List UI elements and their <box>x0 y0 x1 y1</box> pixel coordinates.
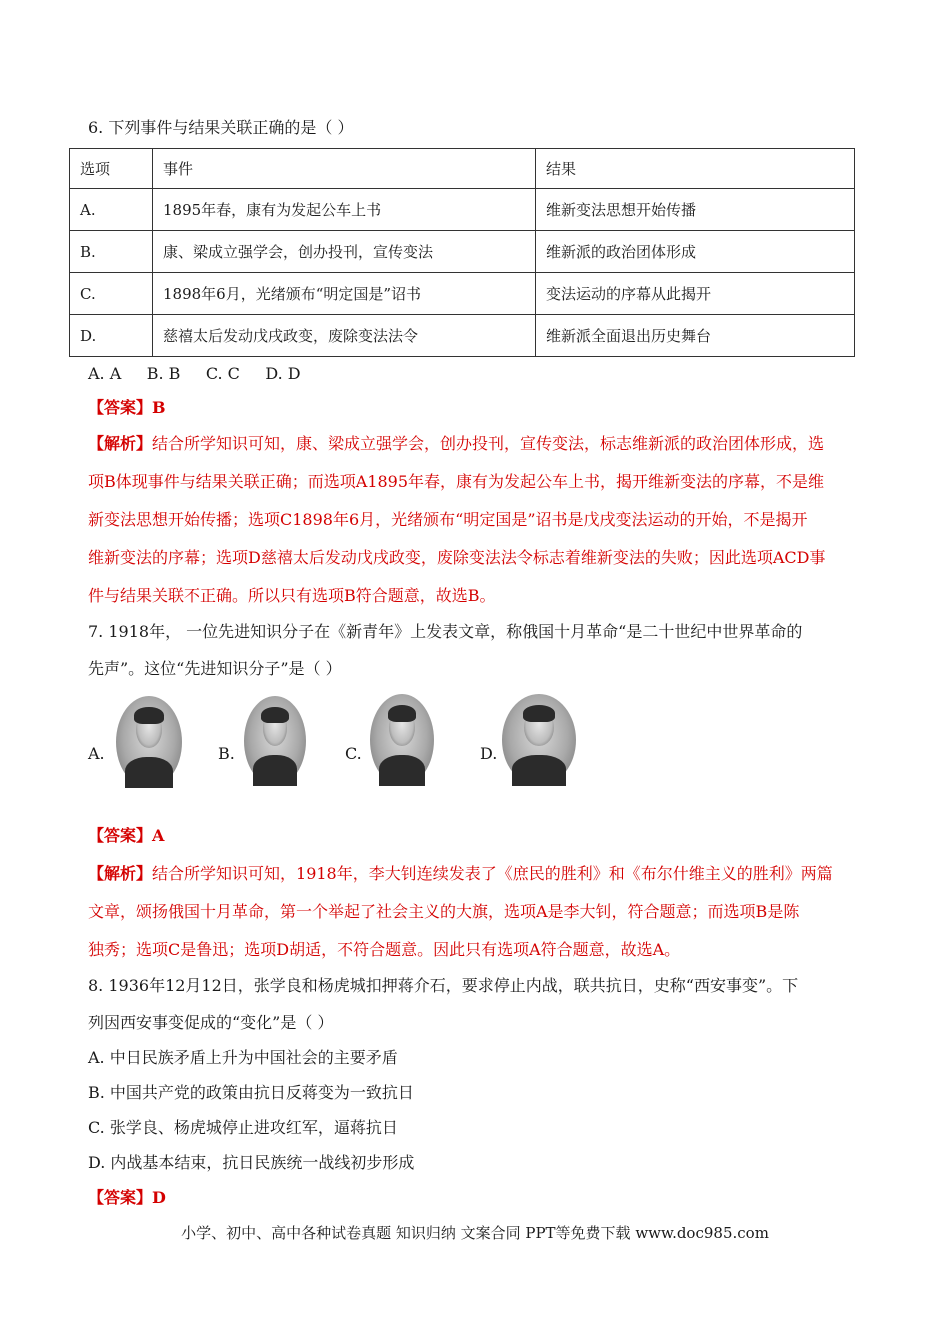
table-header-cell: 事件 <box>153 149 536 189</box>
analysis-tag: 【解析】 <box>88 434 153 453</box>
q8-option: C. 张学良、杨虎城停止进攻红军，逼蒋抗日 <box>88 1118 398 1137</box>
q6-analysis-line <box>88 434 824 454</box>
q8-stem-line: 列因西安事变促成的“变化”是（ ） <box>88 1013 334 1032</box>
table-cell: 变法运动的序幕从此揭开 <box>536 273 855 315</box>
table-cell: 维新派全面退出历史舞台 <box>536 315 855 357</box>
table-row <box>70 231 855 273</box>
answer-value: A <box>152 826 165 845</box>
q6-table <box>69 148 855 357</box>
table-cell: 慈禧太后发动戊戌政变，废除变法法令 <box>153 315 536 357</box>
analysis-tag: 【解析】 <box>88 864 153 883</box>
table-cell: 维新派的政治团体形成 <box>536 231 855 273</box>
q7-answer <box>88 826 164 846</box>
q7-option-label: D. <box>480 744 498 763</box>
q7-analysis-line <box>88 864 833 884</box>
table-cell: C. <box>70 273 153 315</box>
q7-analysis-line: 文章，颂扬俄国十月革命，第一个举起了社会主义的大旗，选项A是李大钊，符合题意；而选项B是陈 <box>88 902 800 921</box>
table-header-row <box>70 149 855 189</box>
q7-option-label: A. <box>88 744 105 763</box>
q8-answer <box>88 1188 166 1208</box>
q6-analysis-line: 维新变法的序幕；选项D慈禧太后发动戊戌政变，废除变法法令标志着维新变法的失败；因此选项ACD事 <box>88 548 826 567</box>
portrait-b-image <box>244 696 306 786</box>
portrait-c-image <box>370 694 434 786</box>
answer-value: D <box>152 1188 166 1207</box>
q8-stem-line: 8. 1936年12月12日，张学良和杨虎城扣押蒋介石，要求停止内战，联共抗日，史称“西安事变”。下 <box>88 976 799 995</box>
q6-answer <box>88 398 166 418</box>
table-cell: B. <box>70 231 153 273</box>
q7-option-label: C. <box>345 744 362 763</box>
q6-choices: A. A B. B C. C D. D <box>88 364 301 383</box>
answer-value: B <box>152 398 166 417</box>
table-header-cell: 选项 <box>70 149 153 189</box>
q6-analysis-line: 项B体现事件与结果关联正确；而选项A1895年春，康有为发起公车上书，揭开维新变法的序幕，不是维 <box>88 472 825 491</box>
table-cell: 康、梁成立强学会，创办投刊，宣传变法 <box>153 231 536 273</box>
table-cell: 维新变法思想开始传播 <box>536 189 855 231</box>
answer-tag: 【答案】 <box>88 826 153 845</box>
q6-analysis-line: 新变法思想开始传播；选项C1898年6月，光绪颁布“明定国是”诏书是戊戌变法运动的开始，不是揭开 <box>88 510 808 529</box>
q8-option: D. 内战基本结束，抗日民族统一战线初步形成 <box>88 1153 415 1172</box>
table-row <box>70 273 855 315</box>
table-cell: D. <box>70 315 153 357</box>
q8-option: A. 中日民族矛盾上升为中国社会的主要矛盾 <box>88 1048 398 1067</box>
portrait-d-image <box>502 694 576 786</box>
portrait-a-image <box>116 696 182 788</box>
analysis-text: 结合所学知识可知，1918年，李大钊连续发表了《庶民的胜利》和《布尔什维主义的胜利》两篇 <box>152 864 833 883</box>
q7-stem-line: 先声”。这位“先进知识分子”是（ ） <box>88 659 342 678</box>
answer-tag: 【答案】 <box>88 398 153 417</box>
table-cell: A. <box>70 189 153 231</box>
q6-analysis-line: 件与结果关联不正确。所以只有选项B符合题意，故选B。 <box>88 586 496 605</box>
table-cell: 1898年6月，光绪颁布“明定国是”诏书 <box>153 273 536 315</box>
answer-tag: 【答案】 <box>88 1188 153 1207</box>
table-row <box>70 315 855 357</box>
analysis-text: 结合所学知识可知，康、梁成立强学会，创办投刊，宣传变法，标志维新派的政治团体形成，选 <box>152 434 825 453</box>
table-header-cell: 结果 <box>536 149 855 189</box>
q7-analysis-line: 独秀；选项C是鲁迅；选项D胡适，不符合题意。因此只有选项A符合题意，故选A。 <box>88 940 681 959</box>
q6-stem: 6. 下列事件与结果关联正确的是（ ） <box>88 118 354 137</box>
table-row <box>70 189 855 231</box>
q7-option-label: B. <box>218 744 235 763</box>
table-cell: 1895年春，康有为发起公车上书 <box>153 189 536 231</box>
q7-stem-line: 7. 1918年， 一位先进知识分子在《新青年》上发表文章，称俄国十月革命“是二十世纪中世界革命的 <box>88 622 803 641</box>
page-footer: 小学、初中、高中各种试卷真题 知识归纳 文案合同 PPT等免费下载 www.doc985.com <box>181 1224 769 1242</box>
q8-option: B. 中国共产党的政策由抗日反蒋变为一致抗日 <box>88 1083 414 1102</box>
